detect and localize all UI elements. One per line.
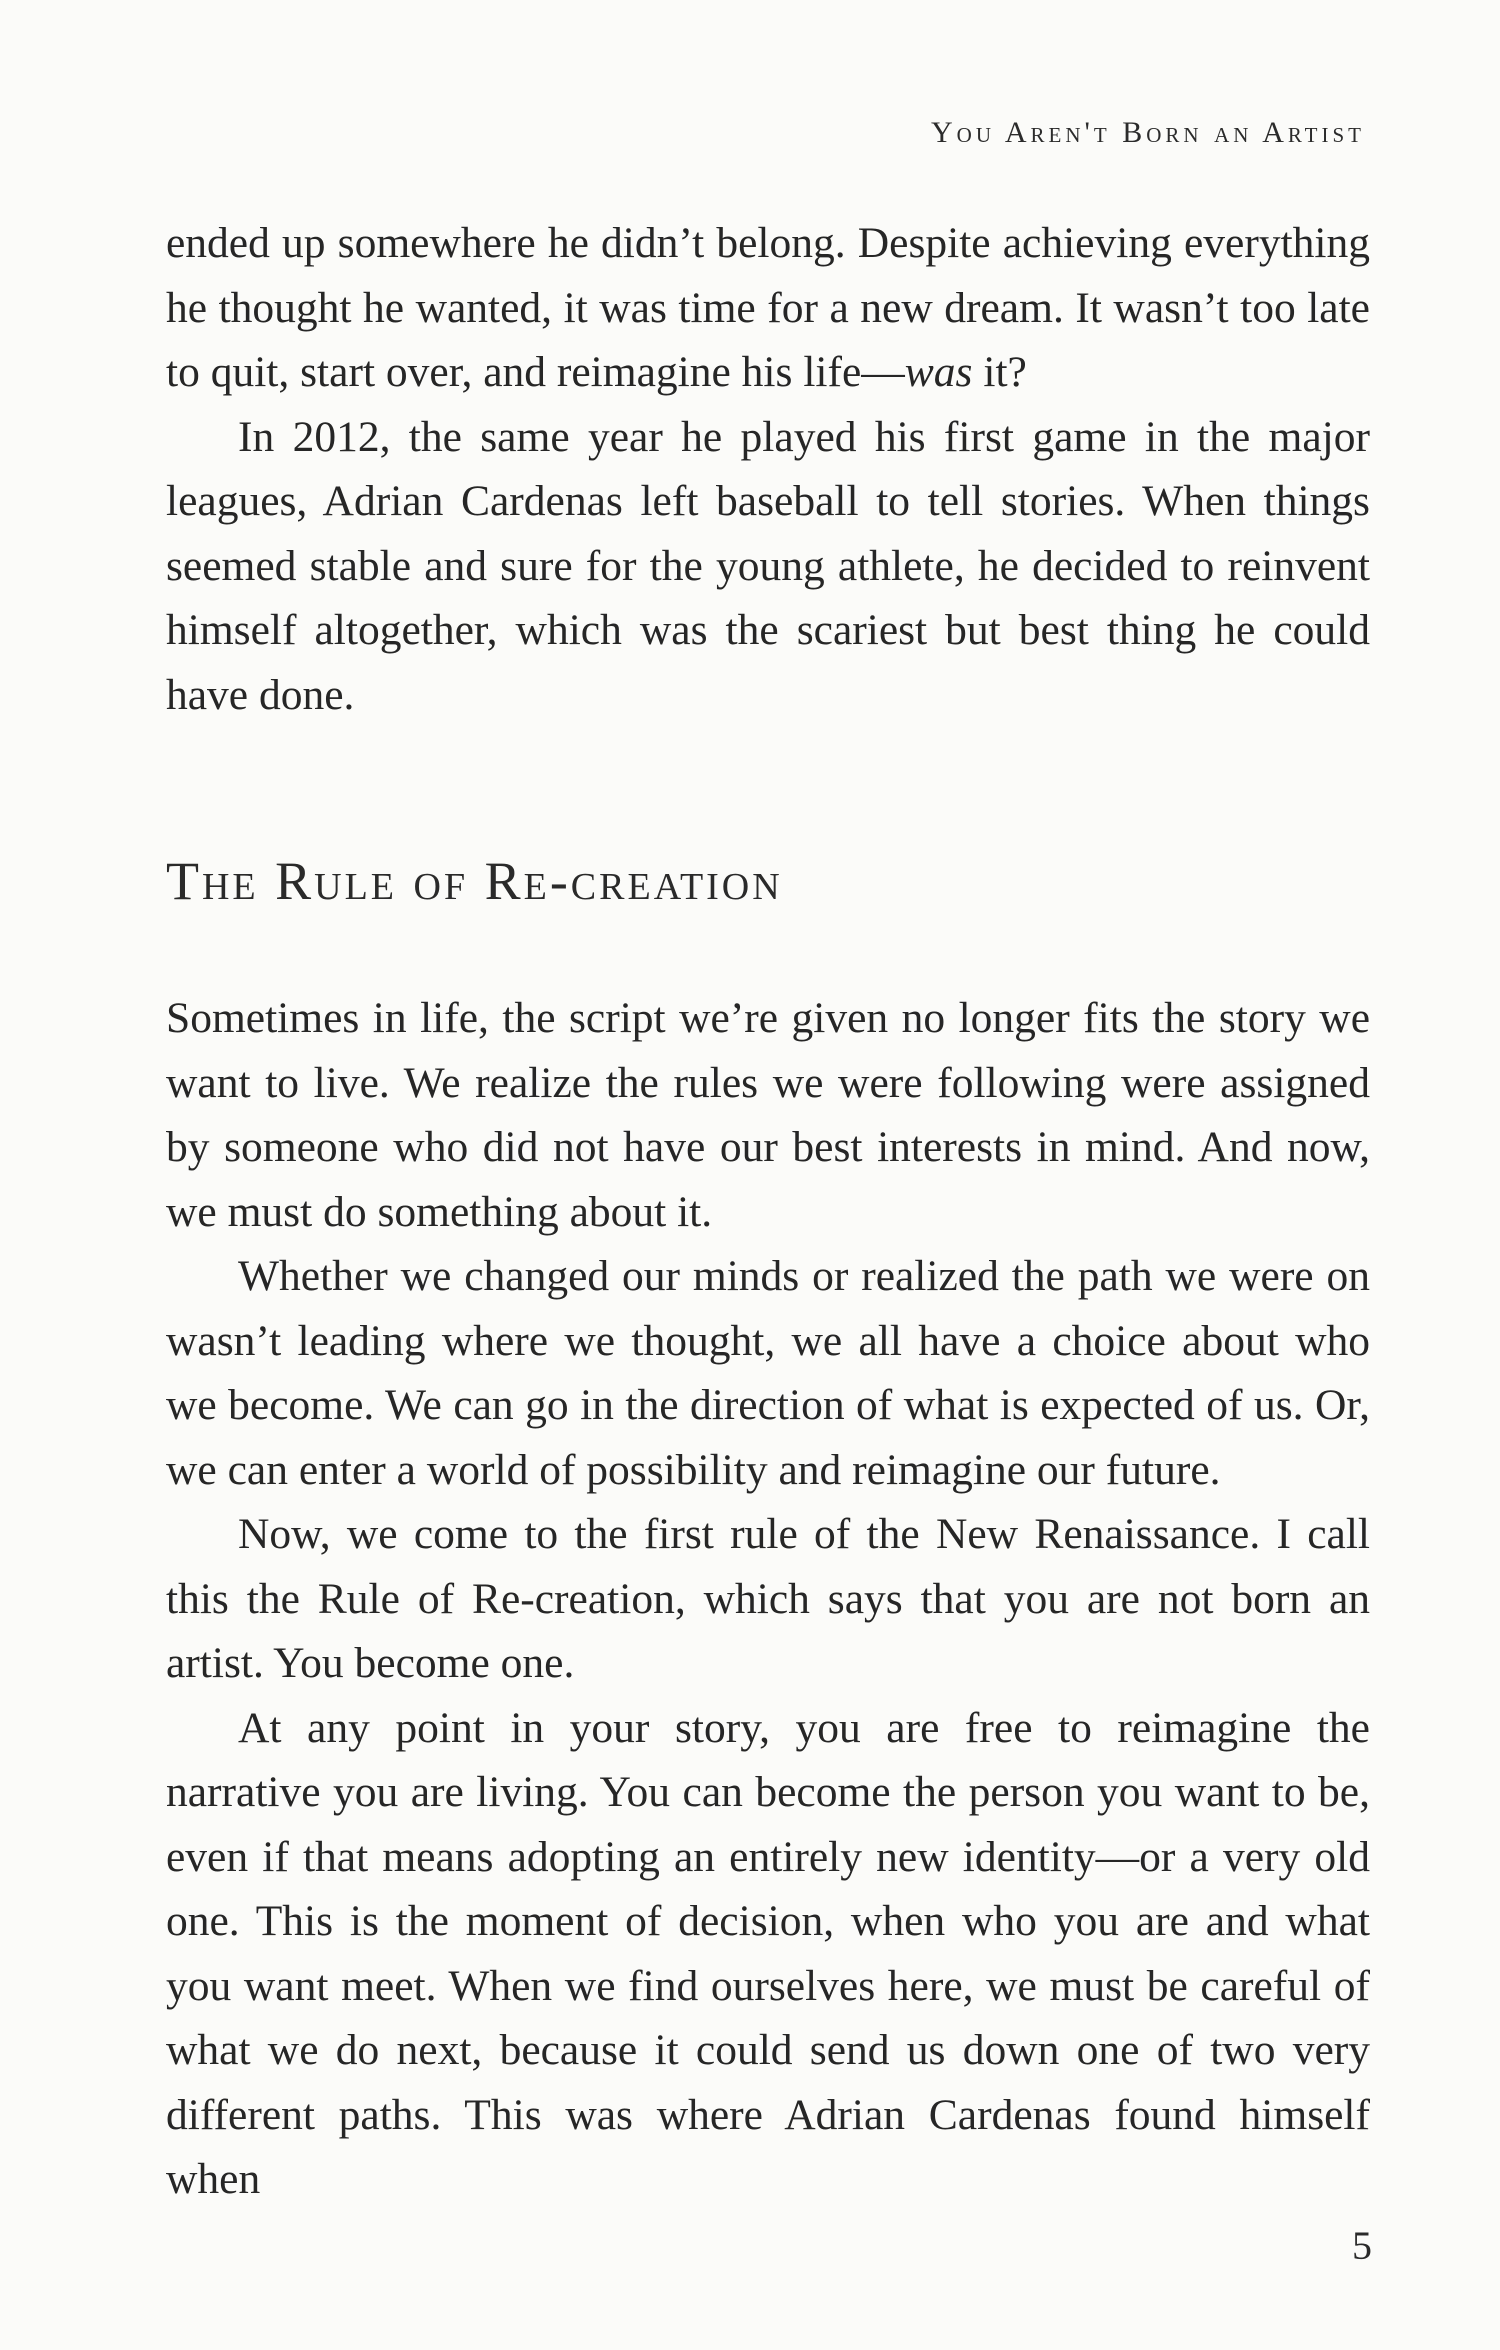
section-body [166,986,1370,2212]
paragraph: Sometimes in life, the script we’re given no longer fits the story we want to live. We realize the rules we were following were assigned by someone who did not have our best interests in mind. And now, we must do something about it. [166,994,1370,1236]
continued-text [166,211,1370,727]
running-head: You Aren't Born an Artist [930,116,1365,149]
section-heading: The Rule of Re-creation [166,851,783,911]
paragraph-text-end: it? [972,348,1027,396]
paragraph: Whether we changed our minds or realized the path we were on wasn’t leading where we thought, we all have a choice about who we become. We can go in the direction of what is expected of us. Or, we can enter a world of possibility and reimagine our future. [166,1252,1370,1494]
page-number: 5 [1352,2223,1372,2268]
emphasis-text: was [904,348,973,396]
paragraph: In 2012, the same year he played his first game in the major leagues, Adrian Cardenas left baseball to tell stories. When things seemed stable and sure for the young athlete, he decided to reinvent himself altogether, which was the scariest but best thing he could have done. [166,412,1370,719]
paragraph: At any point in your story, you are free to reimagine the narrative you are living. You can become the person you want to be, even if that means adopting an entirely new identity—or a very old one. This is the moment of decision, when who you are and what you want meet. When we find ourselves here, we must be careful of what we do next, because it could send us down one of two very different paths. This was where Adrian Cardenas found himself when [166,1703,1370,2203]
paragraph-continuation [166,211,1370,405]
paragraph-text: ended up somewhere he didn’t belong. Despite achieving everything he thought he wanted, it was time for a new dream. It wasn’t too late to quit, start over, and reimagine his life— [166,219,1370,396]
paragraph: Now, we come to the first rule of the New Renaissance. I call this the Rule of Re-creation, which says that you are not born an artist. You become one. [166,1510,1370,1687]
